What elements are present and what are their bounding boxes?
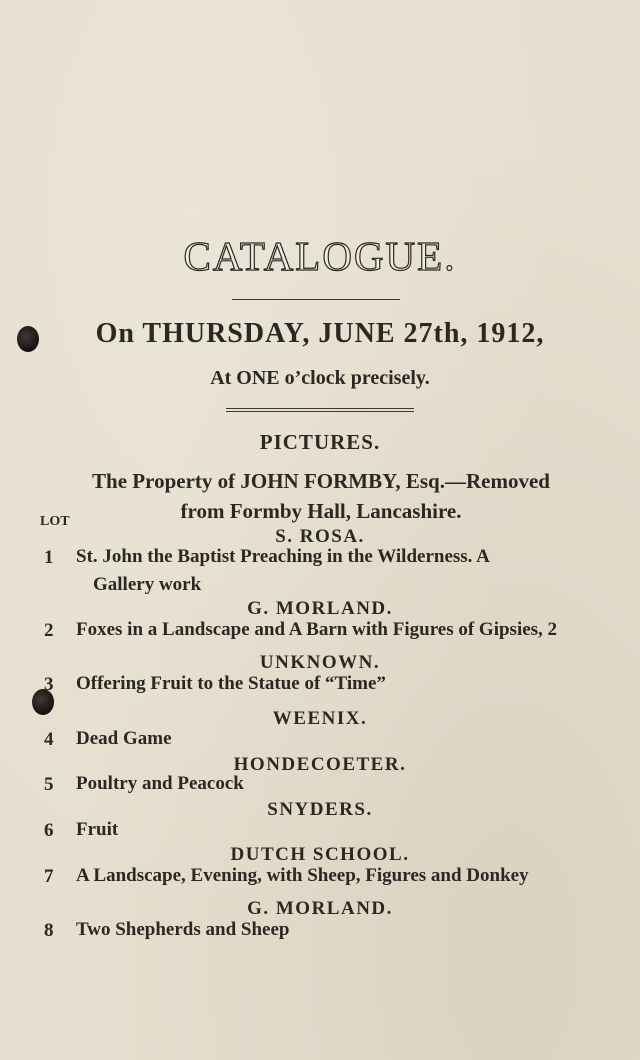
title-rule	[232, 299, 400, 300]
lot-description: Fruit	[76, 819, 119, 840]
lot-description: A Landscape, Evening, with Sheep, Figures and Donkey	[76, 865, 529, 886]
artist-heading: DUTCH SCHOOL.	[230, 844, 410, 865]
page-title: CATALOGUE.	[183, 233, 457, 279]
section-heading: PICTURES.	[259, 430, 381, 454]
lot-title: St. John the Baptist Preaching in the Wilderness. A	[76, 546, 490, 567]
artist-heading: G. MORLAND.	[247, 898, 393, 919]
sale-time: At ONE o’clock precisely.	[210, 367, 430, 389]
provenance	[34, 466, 608, 526]
lot-description: Foxes in a Landscape and A Barn with Figures of Gipsies, 2	[76, 619, 558, 640]
lot-number: 8	[44, 920, 54, 941]
sale-date: On THURSDAY, JUNE 27th, 1912,	[95, 318, 545, 349]
lot-description: Two Shepherds and Sheep	[76, 919, 290, 940]
lot-number: 2	[44, 620, 54, 641]
lot-title-continuation: Gallery work	[93, 574, 202, 595]
lot-description: Offering Fruit to the Statue of “Time”	[76, 673, 386, 694]
section-divider	[226, 408, 414, 412]
lot-column-heading: LOT	[40, 514, 70, 529]
lot-number: 6	[44, 820, 54, 841]
lot-number: 3	[44, 674, 54, 695]
lot-number: 4	[44, 729, 54, 750]
provenance-line: The Property of JOHN FORMBY, Esq.—Removed	[92, 469, 550, 493]
provenance-line: from Formby Hall, Lancashire.	[180, 499, 462, 523]
artist-heading: WEENIX.	[272, 708, 368, 729]
artist-heading: HONDECOETER.	[233, 754, 407, 775]
lot-number: 5	[44, 774, 54, 795]
lot-number: 7	[44, 866, 54, 887]
artist-heading: SNYDERS.	[267, 799, 373, 820]
artist-heading: S. ROSA.	[275, 526, 365, 547]
lot-description: Dead Game	[76, 728, 172, 749]
lot-number: 1	[44, 547, 54, 568]
lot-description	[76, 543, 548, 599]
artist-heading: G. MORLAND.	[247, 598, 393, 619]
lot-description: Poultry and Peacock	[76, 773, 244, 794]
artist-heading: UNKNOWN.	[259, 652, 381, 673]
